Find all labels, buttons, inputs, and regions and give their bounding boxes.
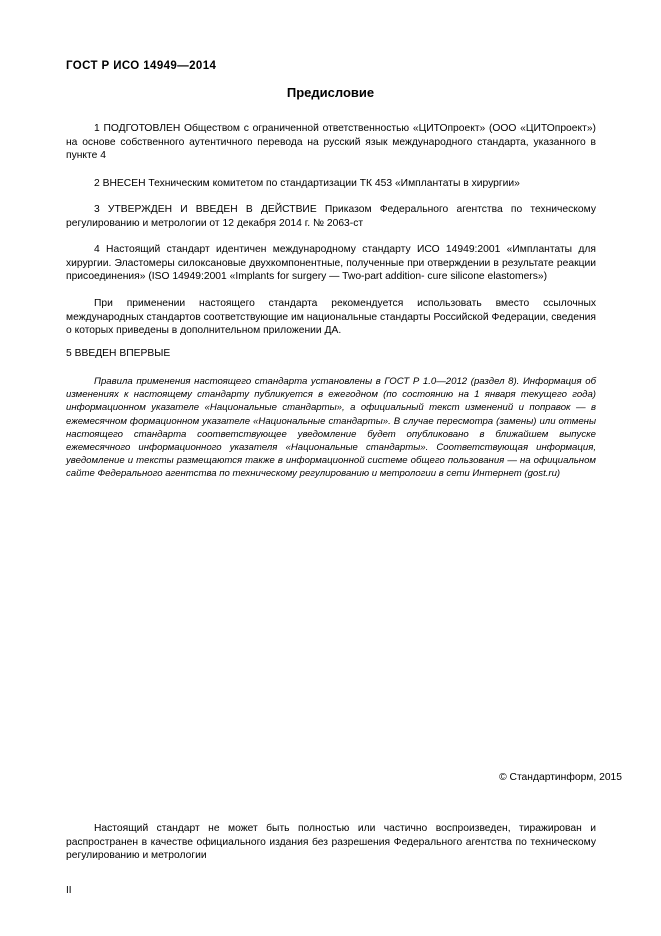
reproduction-notice-text: Настоящий стандарт не может быть полностью или частично воспроизведен, тиражирован и распространен в качестве официального издания без разрешения Федерального агентства по техническому регулированию и метрологии <box>66 823 596 862</box>
document-standard-number: ГОСТ Р ИСО 14949—2014 <box>66 60 217 72</box>
application-note-text: При применении настоящего стандарта рекомендуется использовать вместо ссылочных международных стандартов соответствующие им национальные стандарты Российской Федерации, сведения о которых приведены в дополнительном приложении ДА. <box>66 298 596 337</box>
clause-3-block <box>66 203 596 241</box>
page-number: II <box>66 885 72 896</box>
clause-5-text: 5 ВВЕДЕН ВПЕРВЫЕ <box>66 348 171 359</box>
copyright-line: © Стандартинформ, 2015 <box>499 772 622 783</box>
clause-5-block <box>66 347 596 372</box>
clause-3-text: 3 УТВЕРЖДЕН И ВВЕДЕН В ДЕЙСТВИЕ Приказом Федерального агентства по техническому регулированию и метрологии от 12 декабря 2014 г. № 2063-ст <box>66 204 596 229</box>
clause-1-block <box>66 122 596 174</box>
rules-note-block <box>66 375 596 481</box>
clause-4-text: 4 Настоящий стандарт идентичен международному стандарту ИСО 14949:2001 «Имплантаты для хирургии. Эластомеры силоксановые двухкомпонентные, полученные при отверждении в результате реакции присоединения» (ISO 14949:2001 «Implants for surgery — Two-part addition- cure silicone elastomers») <box>66 244 596 283</box>
clause-4-block <box>66 243 596 284</box>
reproduction-notice <box>66 822 596 863</box>
application-note-block <box>66 297 596 349</box>
page-title: Предисловие <box>286 85 375 100</box>
rules-note-text: Правила применения настоящего стандарта установлены в ГОСТ Р 1.0—2012 (раздел 8). Информация об изменениях к настоящему стандарту публикуется в ежегодном (по состоянию на 1 января текущего года) информационном указателе «Национальные стандарты», а официальный текст изменений и поправок — в ежемесячном формационном указателе «Национальные стандарты». В случае пересмотра (замены) или отмены настоящего стандарта соответствующее уведомление будет опубликовано в ближайшем выпуске ежемесячного информационного указателя «Национальные стандарты». Соответствующая информация, уведомление и тексты размещаются также в информационной системе общего пользования — на официальном сайте Федерального агентства по техническому регулированию и метрологии в сети Интернет (gost.ru) <box>66 376 596 480</box>
clause-2-block <box>66 177 596 202</box>
clause-1-text: 1 ПОДГОТОВЛЕН Обществом с ограниченной ответственностью «ЦИТОпроект» (ООО «ЦИТОпроект») на основе собственного аутентичного перевода на русский язык международного стандарта, указанного в пункте 4 <box>66 123 596 162</box>
clause-2-text: 2 ВНЕСЕН Техническим комитетом по стандартизации ТК 453 «Имплантаты в хирургии» <box>94 178 520 189</box>
